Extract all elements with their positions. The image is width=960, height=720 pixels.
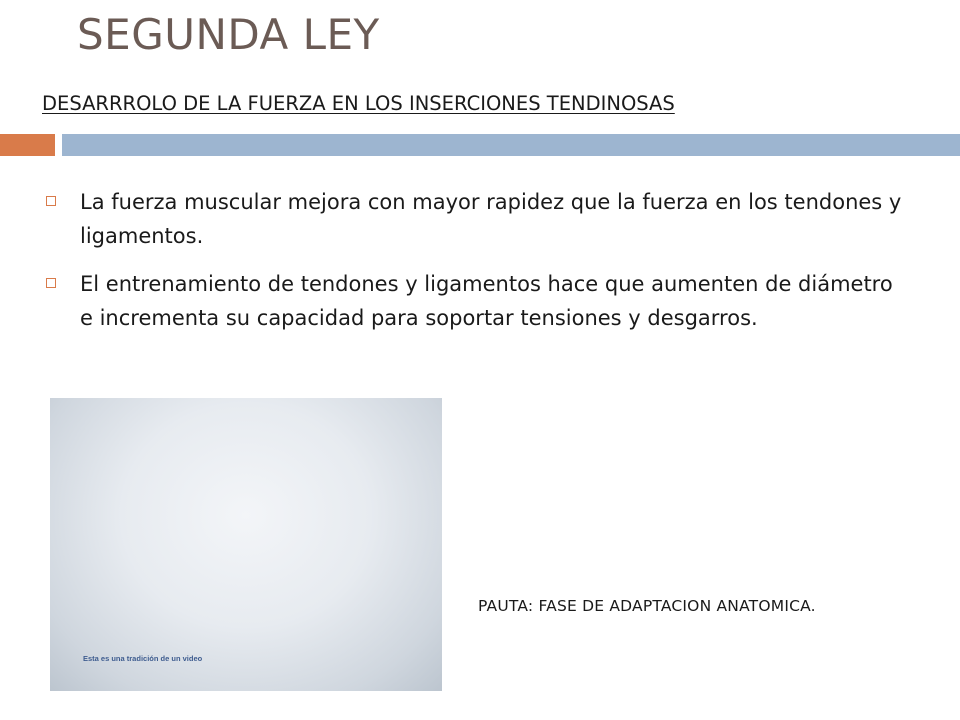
bullet-text: El entrenamiento de tendones y ligamentos hace que aumenten de diámetro e incrementa su capacidad para soportar tensiones y desgarros. — [80, 272, 893, 330]
square-outline-icon — [46, 278, 56, 288]
bullet-item — [44, 267, 904, 335]
embedded-video[interactable] — [50, 398, 442, 691]
bullet-item — [44, 185, 904, 253]
video-caption: Esta es una tradición de un video — [83, 654, 203, 663]
slide-note: PAUTA: FASE DE ADAPTACION ANATOMICA. — [478, 597, 816, 615]
bullet-text: La fuerza muscular mejora con mayor rapidez que la fuerza en los tendones y ligamentos. — [80, 190, 902, 248]
accent-bar-blue — [62, 134, 960, 156]
square-outline-icon — [46, 196, 56, 206]
slide-subtitle: DESARRROLO DE LA FUERZA EN LOS INSERCIONES TENDINOSAS — [42, 92, 675, 115]
slide-title: SEGUNDA LEY — [77, 10, 380, 59]
bullet-list — [44, 185, 904, 349]
accent-bar-orange — [0, 134, 55, 156]
